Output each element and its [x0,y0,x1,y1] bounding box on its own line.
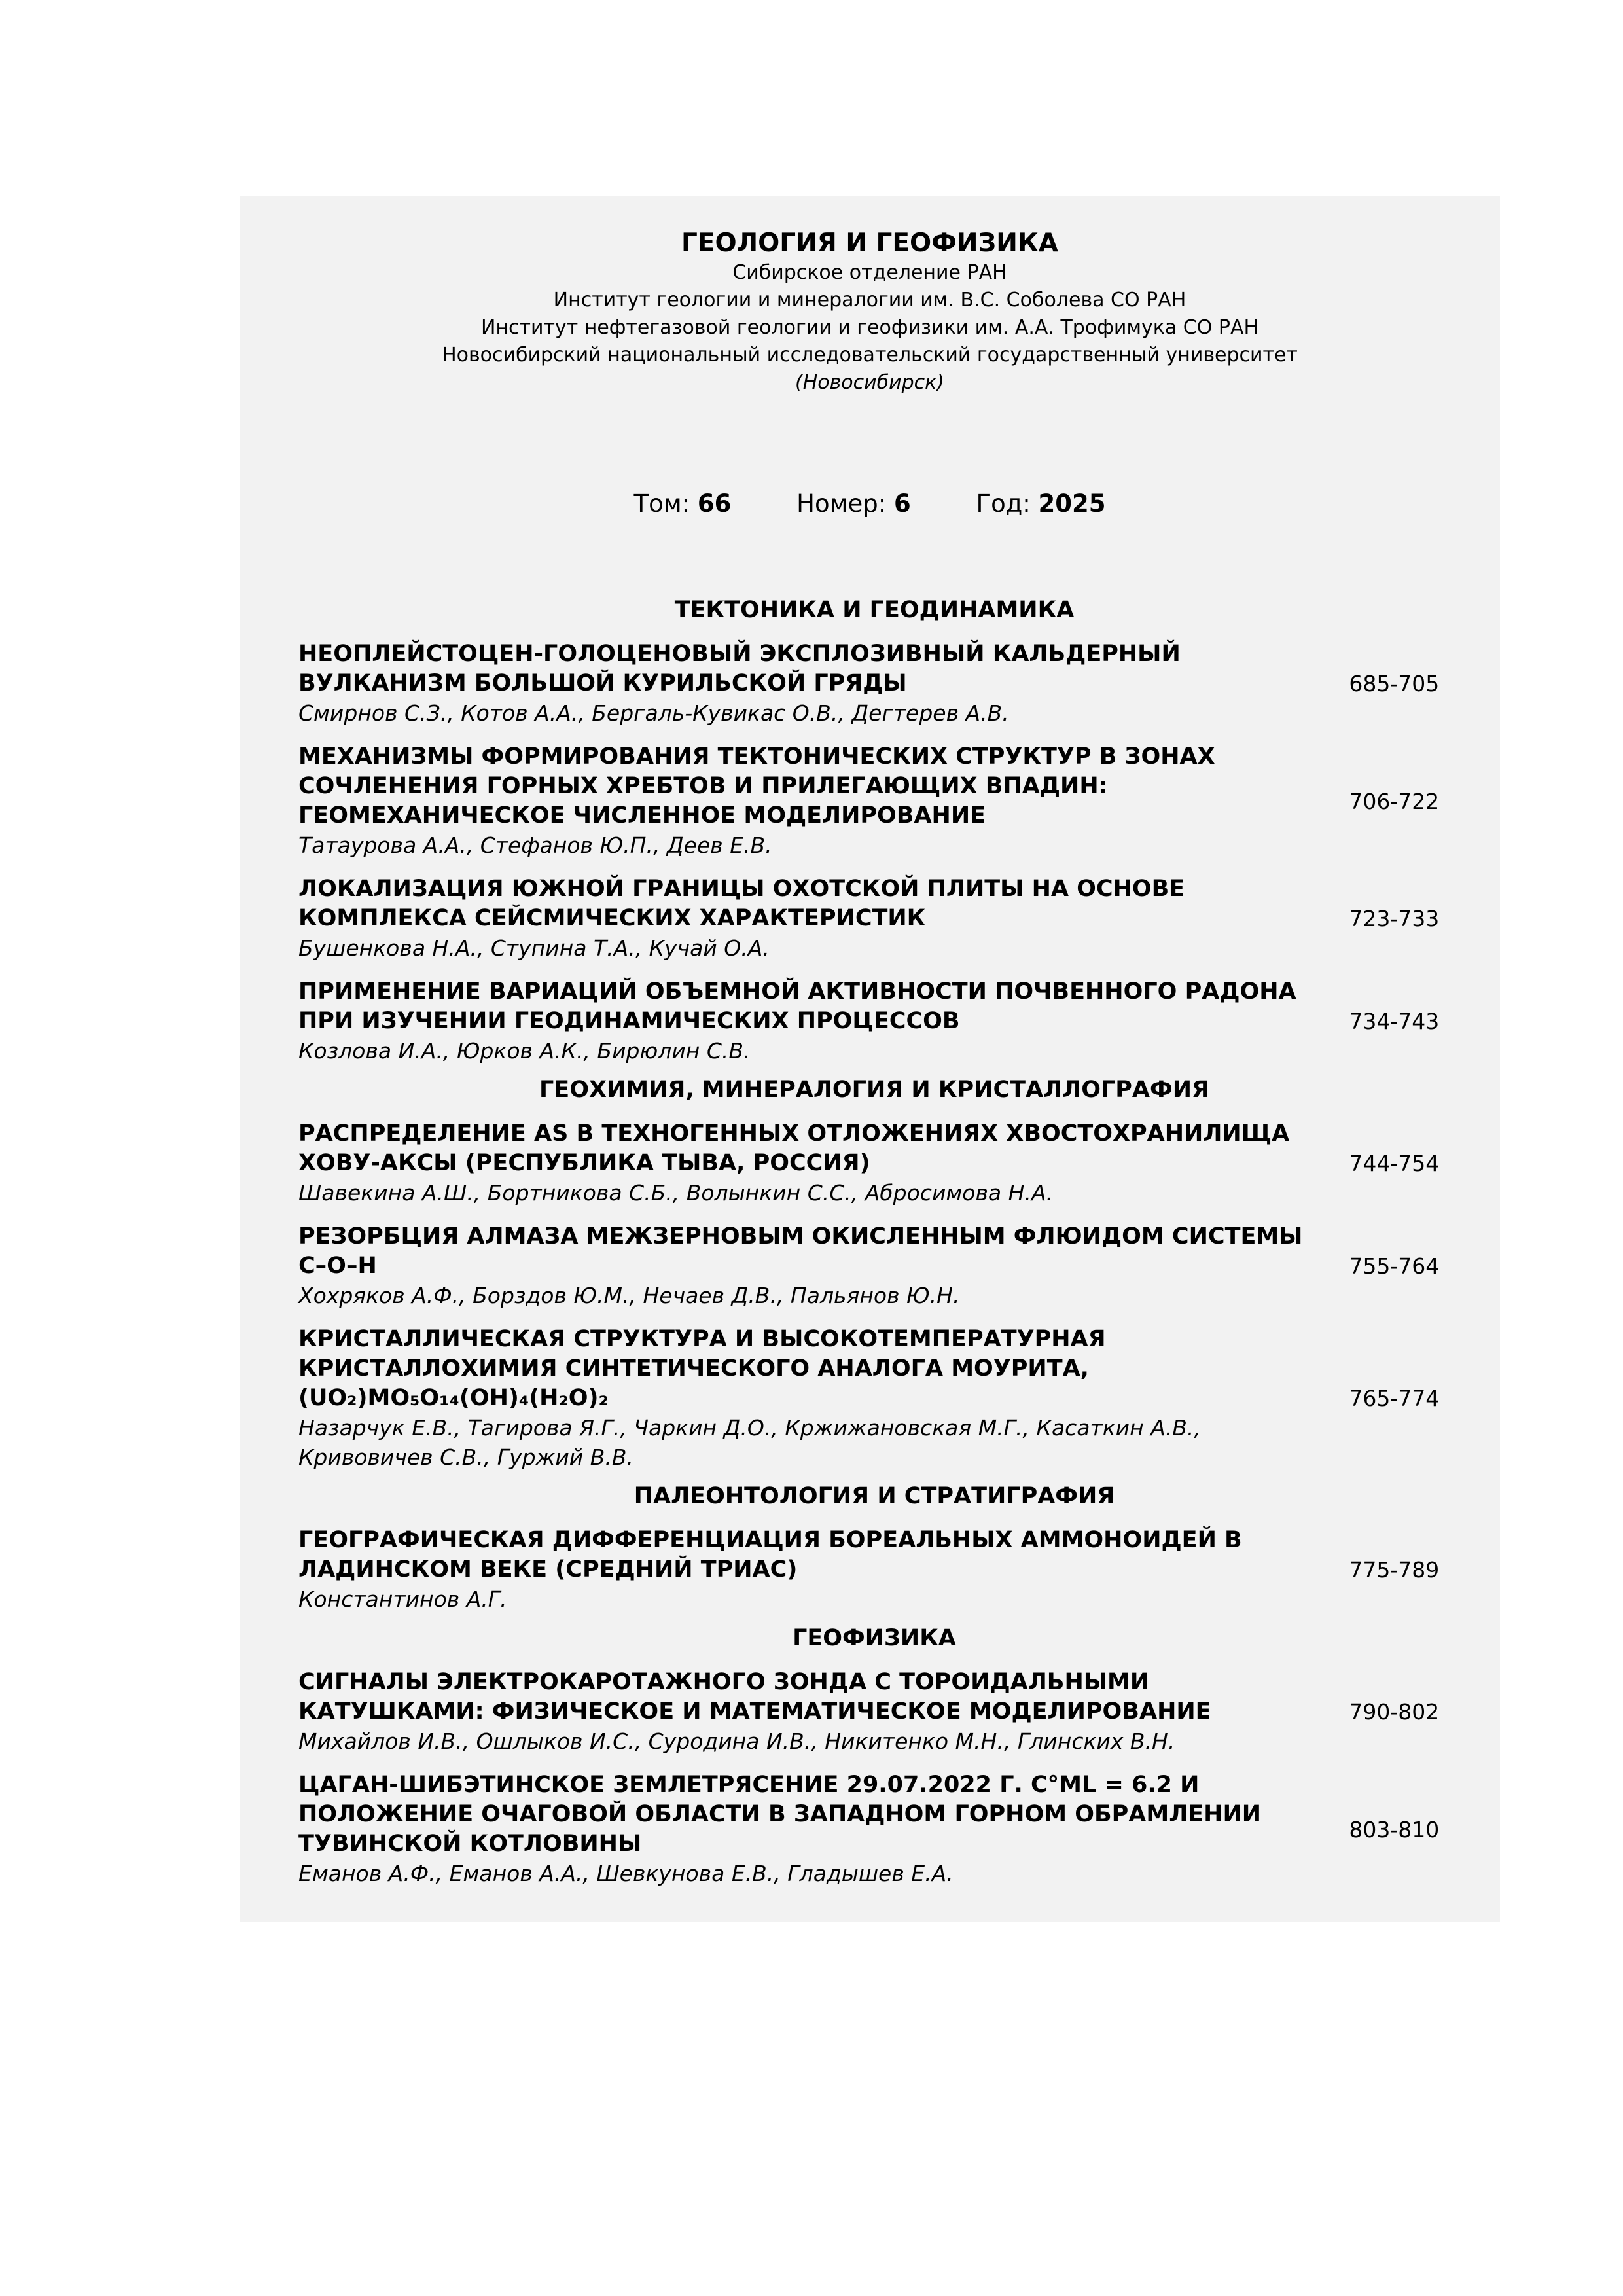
article-authors: Константинов А.Г. [298,1587,507,1612]
number-label: Номер: [796,490,887,518]
article-pages: 775-789 [1349,1557,1440,1583]
article-pages: 755-764 [1349,1253,1440,1279]
section-title: ПАЛЕОНТОЛОГИЯ И СТРАТИГРАФИЯ [633,1483,1115,1509]
article-title[interactable]: РЕЗОРБЦИЯ АЛМАЗА МЕЖЗЕРНОВЫМ ОКИСЛЕННЫМ ФЛЮИДОМ СИСТЕМЫ С–О–Н [298,1223,1303,1279]
article-pages: 765-774 [1349,1386,1440,1411]
journal-header [240,228,1500,397]
article-authors: Бушенкова Н.А., Ступина Т.А., Кучай О.А. [298,935,770,961]
article-title[interactable]: КРИСТАЛЛИЧЕСКАЯ СТРУКТУРА И ВЫСОКОТЕМПЕРАТУРНАЯ КРИСТАЛЛОХИМИЯ СИНТЕТИЧЕСКОГО АНАЛОГА МОУРИТА, (UO₂)MO₅O₁₄(OH)₄(H₂O)₂ [298,1326,1106,1411]
article-pages: 744-754 [1349,1151,1440,1176]
article-entry[interactable] [298,1526,1450,1614]
article-title[interactable]: НЕОПЛЕЙСТОЦЕН-ГОЛОЦЕНОВЫЙ ЭКСПЛОЗИВНЫЙ КАЛЬДЕРНЫЙ ВУЛКАНИЗМ БОЛЬШОЙ КУРИЛЬСКОЙ ГРЯДЫ [298,641,1181,696]
toc-panel [240,196,1500,1922]
article-title[interactable]: МЕХАНИЗМЫ ФОРМИРОВАНИЯ ТЕКТОНИЧЕСКИХ СТРУКТУР В ЗОНАХ СОЧЛЕНЕНИЯ ГОРНЫХ ХРЕБТОВ И ПРИЛЕГАЮЩИХ ВПАДИН: ГЕОМЕХАНИЧЕСКОЕ ЧИСЛЕННОЕ МОДЕЛИРОВАНИЕ [298,744,1215,829]
section-title: ГЕОФИЗИКА [793,1625,956,1651]
article-authors: Михайлов И.В., Ошлыков И.С., Суродина И.В., Никитенко М.Н., Глинских В.Н. [298,1729,1175,1754]
header-line: Сибирское отделение РАН [732,261,1007,284]
section-title: ГЕОХИМИЯ, МИНЕРАЛОГИЯ И КРИСТАЛЛОГРАФИЯ [539,1077,1209,1103]
article-entry[interactable] [298,742,1450,860]
issue-number [796,490,911,518]
issue-info [240,488,1500,520]
article-entry[interactable] [298,1325,1450,1472]
article-pages: 803-810 [1349,1816,1440,1842]
header-city: (Новосибирск) [794,371,944,394]
volume-value: 66 [697,490,732,518]
article-entry[interactable] [298,977,1450,1066]
article-entry[interactable] [298,639,1450,728]
year-value: 2025 [1038,490,1106,518]
article-title[interactable]: ПРИМЕНЕНИЕ ВАРИАЦИЙ ОБЪЕМНОЙ АКТИВНОСТИ ПОЧВЕННОГО РАДОНА ПРИ ИЗУЧЕНИИ ГЕОДИНАМИЧЕСКИХ ПРОЦЕССОВ [298,978,1296,1034]
article-authors: Шавекина А.Ш., Бортникова С.Б., Волынкин С.С., Абросимова Н.А. [298,1180,1054,1206]
article-authors: Татаурова А.А., Стефанов Ю.П., Деев Е.В. [298,833,772,858]
article-authors: Смирнов С.З., Котов А.А., Бергаль-Кувикас О.В., Дегтерев А.В. [298,700,1009,726]
article-pages: 734-743 [1349,1009,1440,1034]
header-line: Институт геологии и минералогии им. В.С. Соболева СО РАН [553,289,1186,312]
journal-title: ГЕОЛОГИЯ И ГЕОФИЗИКА [681,228,1058,258]
article-authors: Еманов А.Ф., Еманов А.А., Шевкунова Е.В., Гладышев Е.А. [298,1861,954,1886]
header-line: Институт нефтегазовой геологии и геофизики им. А.А. Трофимука СО РАН [480,316,1259,339]
article-authors: Козлова И.А., Юрков А.К., Бирюлин С.В. [298,1038,751,1064]
year-label: Год: [976,490,1031,518]
article-entry[interactable] [298,1119,1450,1208]
article-authors: Хохряков А.Ф., Борздов Ю.М., Нечаев Д.В., Пальянов Ю.Н. [298,1283,960,1308]
article-entry[interactable] [298,1222,1450,1310]
article-entry[interactable] [298,874,1450,963]
article-title[interactable]: СИГНАЛЫ ЭЛЕКТРОКАРОТАЖНОГО ЗОНДА С ТОРОИДАЛЬНЫМИ КАТУШКАМИ: ФИЗИЧЕСКОЕ И МАТЕМАТИЧЕСКОЕ МОДЕЛИРОВАНИЕ [298,1669,1211,1725]
issue-year [976,490,1106,518]
header-line: Новосибирский национальный исследовательский государственный университет [442,344,1298,367]
number-value: 6 [894,490,911,518]
table-of-contents [298,586,1450,1888]
section-title: ТЕКТОНИКА И ГЕОДИНАМИКА [674,597,1075,623]
volume-label: Том: [633,490,690,518]
article-title[interactable]: ЛОКАЛИЗАЦИЯ ЮЖНОЙ ГРАНИЦЫ ОХОТСКОЙ ПЛИТЫ НА ОСНОВЕ КОМПЛЕКСА СЕЙСМИЧЕСКИХ ХАРАКТЕРИСТИК [298,876,1185,931]
article-entry[interactable] [298,1770,1450,1888]
article-entry[interactable] [298,1668,1450,1756]
article-authors: Назарчук Е.В., Тагирова Я.Г., Чаркин Д.О., Кржижановская М.Г., Касаткин А.В., Кривовичев С.В., Гуржий В.В. [298,1415,1201,1470]
article-pages: 790-802 [1349,1699,1440,1725]
issue-volume [633,490,731,518]
article-title[interactable]: ГЕОГРАФИЧЕСКАЯ ДИФФЕРЕНЦИАЦИЯ БОРЕАЛЬНЫХ АММОНОИДЕЙ В ЛАДИНСКОМ ВЕКЕ (СРЕДНИЙ ТРИАС) [298,1527,1242,1583]
article-pages: 685-705 [1349,671,1440,696]
article-title[interactable]: РАСПРЕДЕЛЕНИЕ AS В ТЕХНОГЕННЫХ ОТЛОЖЕНИЯХ ХВОСТОХРАНИЛИЩА ХОВУ-АКСЫ (РЕСПУБЛИКА ТЫВА, РОССИЯ) [298,1121,1290,1176]
article-title[interactable]: ЦАГАН-ШИБЭТИНСКОЕ ЗЕМЛЕТРЯСЕНИЕ 29.07.2022 Г. С°ML = 6.2 И ПОЛОЖЕНИЕ ОЧАГОВОЙ ОБЛАСТИ В ЗАПАДНОМ ГОРНОМ ОБРАМЛЕНИИ ТУВИНСКОЙ КОТЛОВИНЫ [298,1772,1262,1857]
article-pages: 706-722 [1349,788,1440,814]
article-pages: 723-733 [1349,906,1440,931]
